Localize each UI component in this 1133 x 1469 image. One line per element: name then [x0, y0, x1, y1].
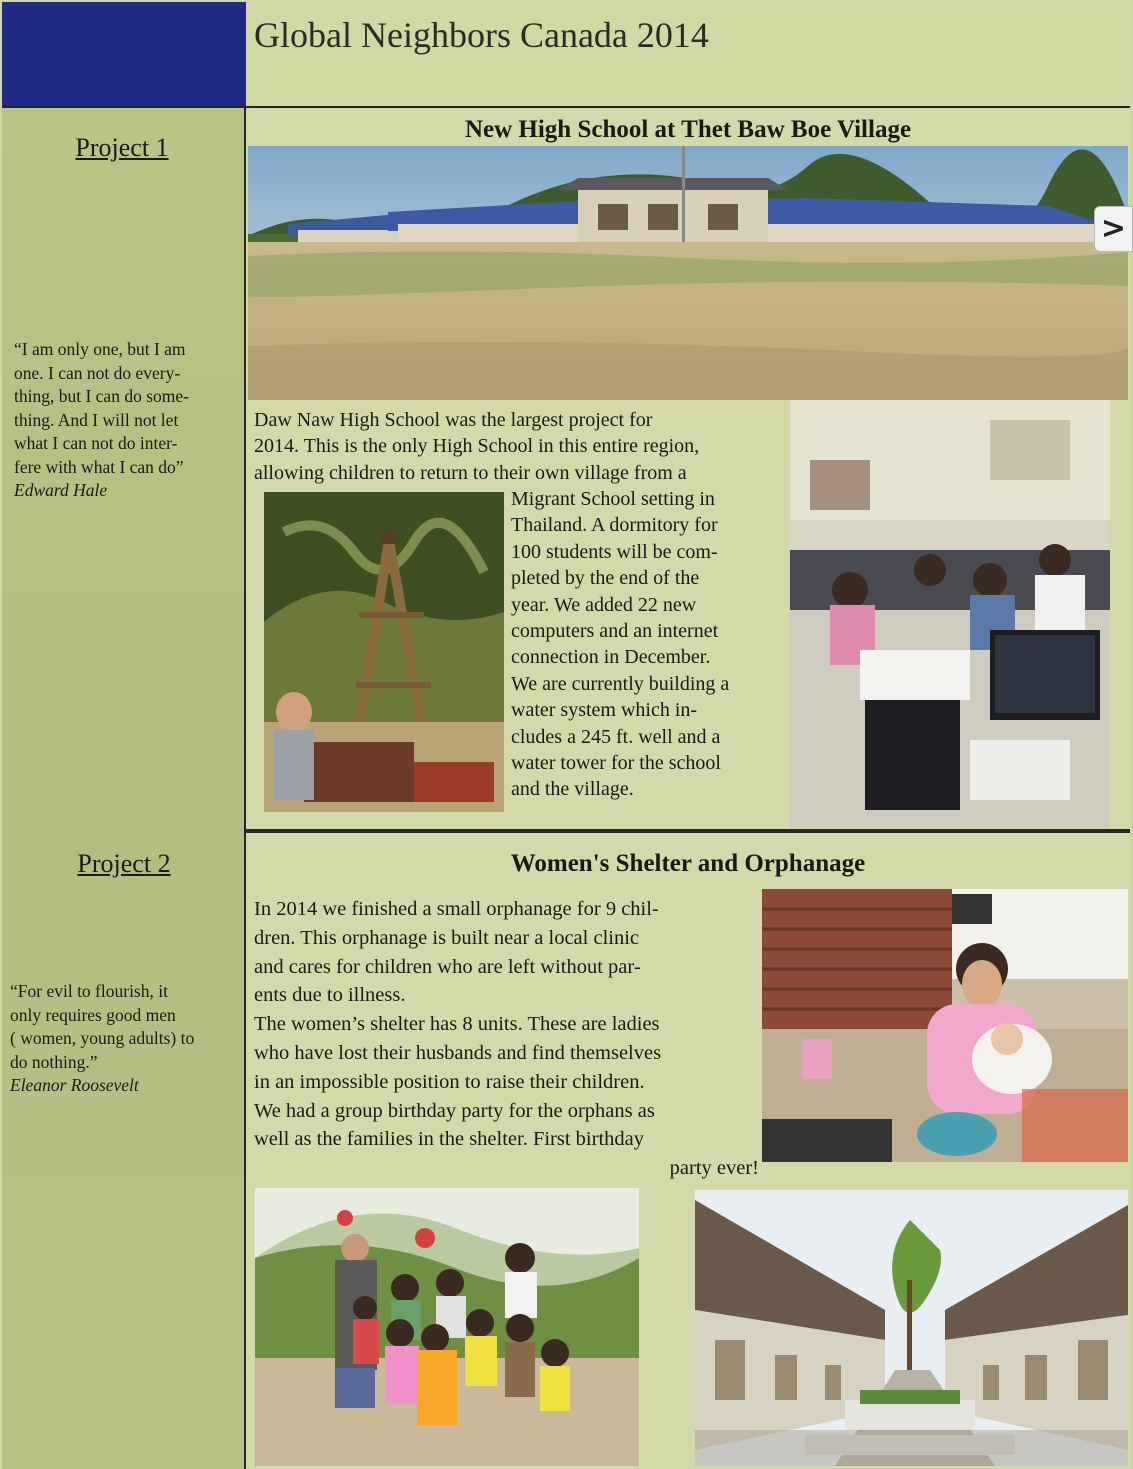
quote-line: one. I can not do every-	[14, 362, 181, 383]
children-party-photo	[255, 1188, 639, 1466]
header-divider	[2, 106, 1130, 108]
text-line: We are currently building a	[511, 672, 730, 695]
text-line: The women’s shelter has 8 units. These are ladies	[254, 1013, 660, 1036]
project-1-quote	[14, 338, 242, 503]
text-line: connection in December.	[511, 646, 711, 669]
quote-line: ( women, young adults) to	[10, 1028, 195, 1048]
next-page-button[interactable]: >	[1094, 206, 1133, 252]
quote-line: “For evil to flourish, it	[10, 981, 168, 1001]
text-line: year. We added 22 new	[511, 593, 697, 616]
text-line: allowing children to return to their own village from a	[254, 461, 687, 484]
sidebar	[2, 106, 245, 1469]
text-line: party ever!	[669, 1157, 759, 1180]
text-line: Migrant School setting in	[511, 488, 715, 510]
text-line: 100 students will be com-	[511, 540, 718, 563]
quote-line: thing, but I can do some-	[14, 386, 189, 406]
section-divider	[246, 829, 1130, 833]
text-line: pleted by the end of the	[511, 567, 700, 590]
text-line: water system which in-	[511, 699, 698, 722]
text-line: Thailand. A dormitory for	[511, 514, 718, 537]
text-line: We had a group birthday party for the orphans as	[254, 1099, 655, 1122]
text-line: Daw Naw High School was the largest project for	[254, 409, 653, 431]
text-line: cludes a 245 ft. well and a	[511, 725, 721, 748]
text-line: water tower for the school	[511, 752, 721, 775]
text-line: dren. This orphanage is built near a local clinic	[254, 926, 640, 949]
text-line: in an impossible position to raise their children.	[254, 1070, 645, 1093]
mother-baby-photo	[762, 889, 1128, 1162]
quote-line: do nothing.”	[10, 1051, 98, 1072]
text-line: computers and an internet	[511, 620, 719, 643]
project-2-heading: Women's Shelter and Orphanage	[510, 850, 866, 877]
project-1-intro-text	[254, 407, 794, 486]
column-divider	[244, 106, 246, 1469]
project-2-quote	[10, 980, 242, 1098]
text-line: ents due to illness.	[254, 984, 406, 1007]
quote-line: thing. And I will not let	[14, 409, 179, 430]
project-2-label: Project 2	[77, 849, 171, 878]
quote-line: fere with what I can do”	[14, 456, 184, 477]
text-line: who have lost their husbands and find themselves	[254, 1041, 662, 1064]
text-line: and cares for children who are left without par-	[254, 955, 641, 978]
project-2-text	[254, 895, 759, 1183]
quote-author: Eleanor Roosevelt	[10, 1075, 139, 1095]
project-1-heading: New High School at Thet Baw Boe Village	[464, 116, 912, 143]
text-line: In 2014 we finished a small orphanage for 9 chil-	[254, 898, 659, 920]
well-drilling-photo	[264, 492, 504, 812]
quote-line: only requires good men	[10, 1004, 176, 1025]
shelter-courtyard-photo	[695, 1190, 1128, 1466]
project-1-label: Project 1	[75, 133, 169, 162]
header-blue-block	[2, 2, 246, 106]
quote-author: Edward Hale	[14, 480, 108, 500]
quote-line: “I am only one, but I am	[14, 339, 186, 359]
text-line: well as the families in the shelter. First birthday	[254, 1128, 644, 1151]
text-line: and the village.	[511, 778, 634, 801]
text-line: 2014. This is the only High School in this entire region,	[254, 435, 700, 458]
school-panorama-photo	[248, 146, 1128, 400]
page-title: Global Neighbors Canada 2014	[254, 15, 709, 55]
quote-line: what I can not do inter-	[14, 433, 178, 453]
project-1-wrap-text	[511, 486, 791, 803]
computer-lab-photo	[790, 400, 1110, 828]
